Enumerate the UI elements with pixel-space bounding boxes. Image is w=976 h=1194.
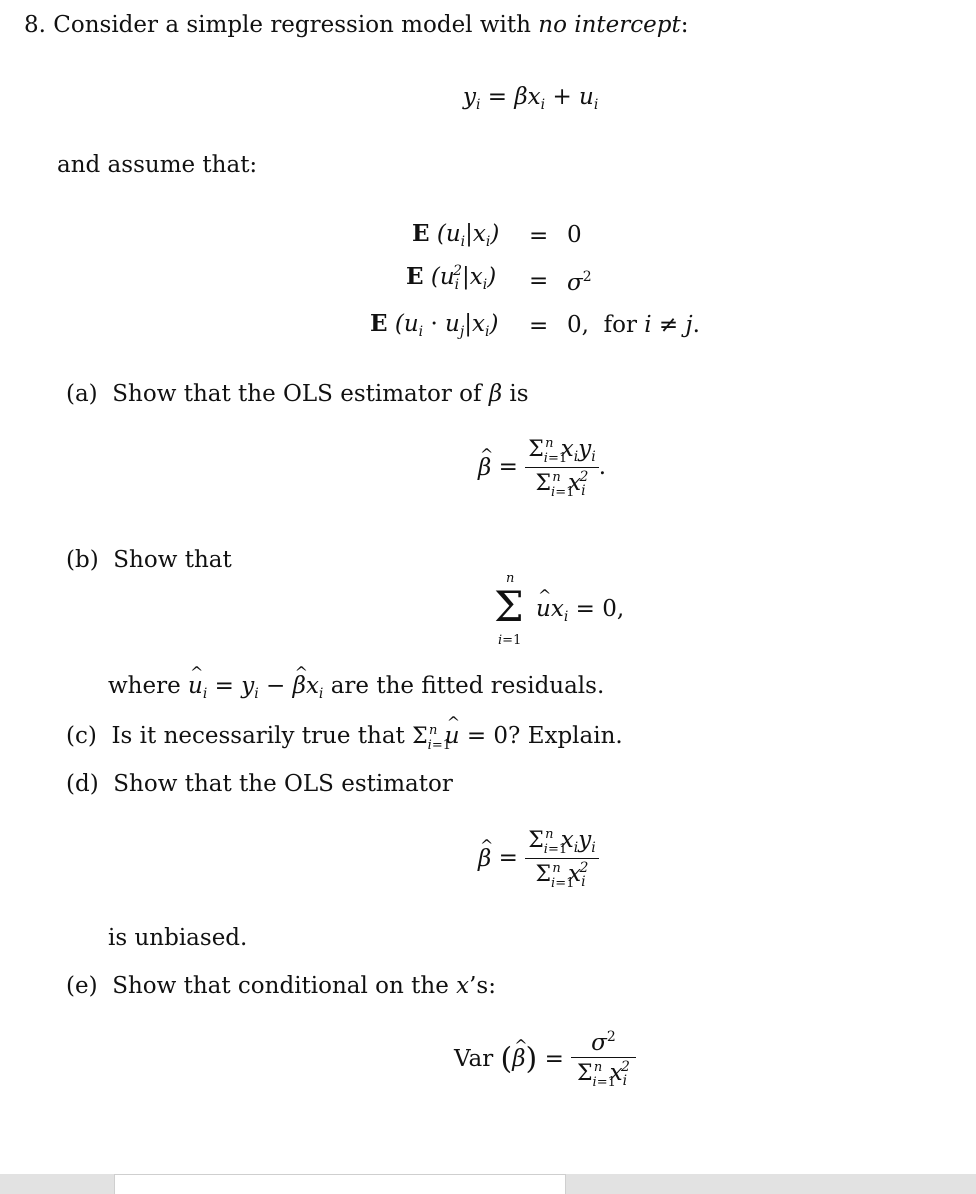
assumption-1-lhs: E $(u_i|x_i)$: [412, 220, 500, 250]
part-b-label: (b): [66, 547, 99, 573]
problem-intro: Consider a simple regression model with: [53, 12, 531, 38]
part-a-label: (a): [66, 381, 98, 407]
part-d-label: (d): [66, 771, 99, 797]
part-a: (a) Show that the OLS estimator of β is: [66, 381, 529, 407]
part-e-label: (e): [66, 973, 98, 999]
problem-number: 8.: [24, 12, 46, 38]
part-d-tail: is unbiased.: [108, 925, 248, 951]
ols-estimator-formula-d: ^ β = $\frac{\Sigma_{i=1}^n x_iy_i}{\Sigma_{i=1}^n x_i^2}$: [478, 828, 599, 890]
assume-text: and assume that:: [57, 152, 258, 178]
assumption-3-lhs: E $(u_i \cdot u_j|x_i)$: [370, 310, 499, 340]
part-b: (b) Show that: [66, 547, 232, 573]
assumption-1-rhs: 0: [567, 222, 582, 248]
next-page-edge: [114, 1174, 566, 1194]
part-e: (e) Show that conditional on the x’s:: [66, 973, 496, 999]
part-c-label: (c): [66, 723, 97, 749]
assumption-3-rhs: 0, for i ≠ j.: [567, 312, 700, 338]
ols-estimator-formula-a: ^ β = $\frac{\Sigma_{i=1}^n x_iy_i}{\Sigma_{i=1}^n x_i^2}$ .: [478, 437, 606, 499]
part-d: (d) Show that the OLS estimator: [66, 771, 453, 797]
no-intercept-emphasis: no intercept: [538, 12, 681, 38]
residuals-definition: where ^ $u_i = y_i$ − ^ $\beta x_i$ are the fitted residuals.: [108, 675, 604, 701]
assumption-2-rhs: $\sigma^2$: [567, 269, 592, 296]
problem-statement: 8. Consider a simple regression model with no intercept:: [24, 12, 689, 38]
assumption-2-lhs: E $(u_i^2|x_i)$: [406, 263, 497, 293]
variance-formula: Var (^ β) = $\frac{\sigma^2}{\Sigma_{i=1}^n x_i^2}$: [454, 1030, 636, 1089]
part-c: (c) Is it necessarily true that $\Sigma_{i=1}^n$ ^ u = 0? Explain.: [66, 724, 623, 752]
var-label: Var: [454, 1046, 494, 1072]
model-equation: $y_i = \beta x_i + u_i$: [463, 84, 599, 113]
